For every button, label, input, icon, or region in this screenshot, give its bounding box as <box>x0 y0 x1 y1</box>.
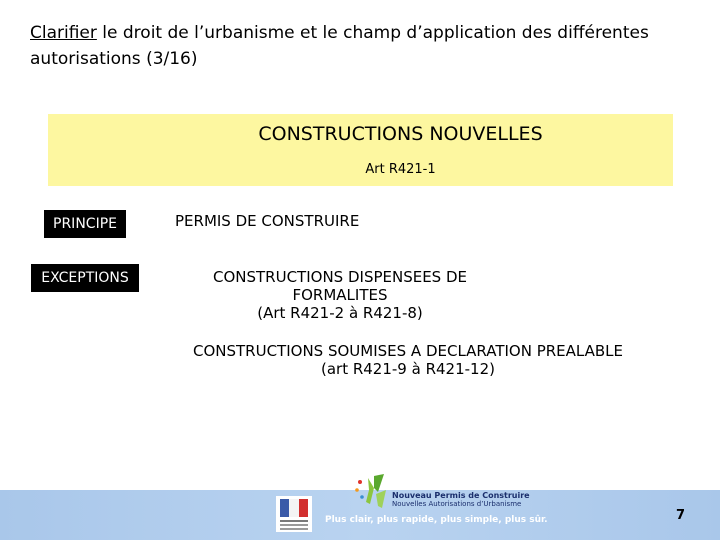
banner-heading: CONSTRUCTIONS NOUVELLES <box>258 123 543 145</box>
title-rest: le droit de l’urbanisme et le champ d’application des différentes autorisations (3/16) <box>30 23 649 69</box>
exception-item-2 <box>170 342 646 378</box>
exceptions-label: EXCEPTIONS <box>31 264 139 292</box>
exception-item-2-line-1: CONSTRUCTIONS SOUMISES A DECLARATION PREALABLE <box>192 342 623 360</box>
exception-item-2-line-2: (art R421-9 à R421-12) <box>320 360 495 378</box>
exception-item-1-line-1: CONSTRUCTIONS DISPENSEES DE FORMALITES <box>213 268 467 304</box>
logo-subtitle: Nouvelles Autorisations d’Urbanisme <box>392 500 522 508</box>
footer-slogan: Plus clair, plus rapide, plus simple, plus sûr. <box>325 515 548 525</box>
logo-title: Nouveau Permis de Construire <box>392 491 530 500</box>
page-number: 7 <box>676 508 686 523</box>
exception-item-1-line-2: (Art R421-2 à R421-8) <box>257 304 423 322</box>
banner-reference: Art R421-1 <box>365 162 436 177</box>
republique-francaise-logo <box>276 496 312 532</box>
principe-label: PRINCIPE <box>44 210 126 238</box>
title-underlined-word: Clarifier <box>30 23 97 43</box>
exception-item-1 <box>170 268 510 322</box>
principe-text: PERMIS DE CONSTRUIRE <box>175 212 360 230</box>
section-banner <box>48 114 673 186</box>
slide-title <box>30 20 690 72</box>
permis-construire-logo-icon <box>352 468 390 512</box>
footer-bar <box>0 490 720 540</box>
